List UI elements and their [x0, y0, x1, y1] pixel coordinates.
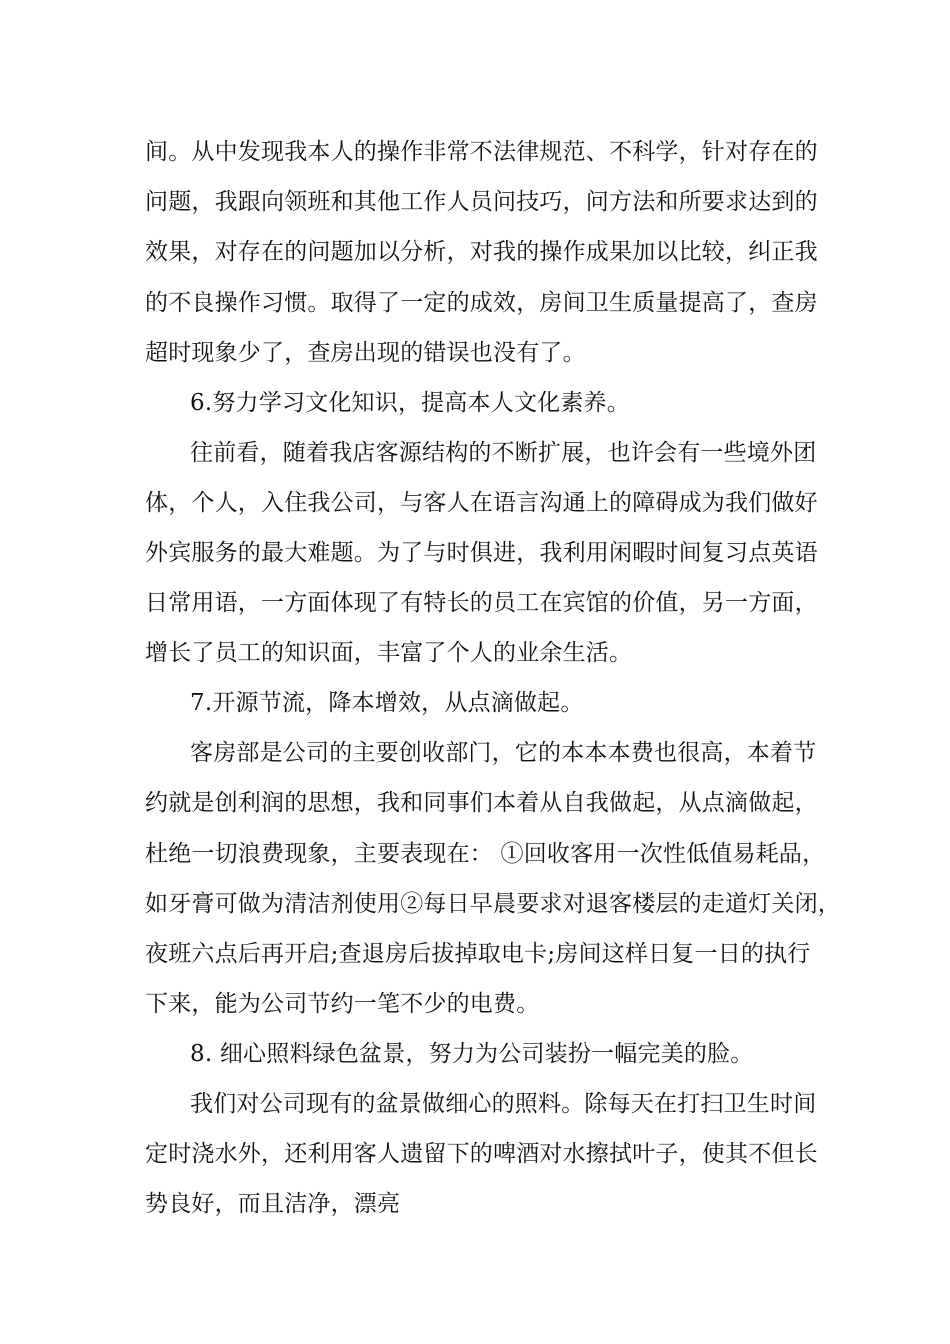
text-line: 我们对公司现有的盆景做细心的照料。除每天在打扫卫生时间 — [190, 1091, 817, 1117]
text-line: 杜绝一切浪费现象，主要表现在： ①回收客用一次性低值易耗品， — [145, 841, 826, 867]
text-line: 外宾服务的最大难题。为了与时俱进，我利用闲暇时间复习点英语 — [145, 540, 818, 566]
text-line: 往前看，随着我店客源结构的不断扩展，也许会有一些境外团 — [190, 440, 817, 466]
text-line: 增长了员工的知识面，丰富了个人的业余生活。 — [145, 640, 633, 666]
text-line: 夜班六点后再开启;查退房后拔掉取电卡;房间这样日复一日的执行 — [145, 941, 811, 967]
section-heading: 6.努力学习文化知识，提高本人文化素养。 — [190, 390, 630, 416]
text-line: 的不良操作习惯。取得了一定的成效，房间卫生质量提高了，查房 — [145, 290, 818, 316]
text-line: 效果，对存在的问题加以分析，对我的操作成果加以比较，纠正我 — [145, 239, 818, 265]
text-line: 客房部是公司的主要创收部门，它的本本本费也很高，本着节 — [190, 740, 817, 766]
text-line: 超时现象少了，查房出现的错误也没有了。 — [145, 340, 586, 366]
text-line: 如牙膏可做为清洁剂使用②每日早晨要求对退客楼层的走道灯关闭， — [145, 891, 841, 917]
text-line: 日常用语，一方面体现了有特长的员工在宾馆的价值，另一方面， — [145, 590, 818, 616]
text-line: 下来，能为公司节约一笔不少的电费。 — [145, 991, 540, 1017]
text-line: 约就是创利润的思想，我和同事们本着从自我做起，从点滴做起， — [145, 790, 818, 816]
section-heading: 7.开源节流，降本增效，从点滴做起。 — [190, 690, 584, 716]
section-heading: 8. 细心照料绿色盆景，努力为公司装扮一幅完美的脸。 — [190, 1041, 754, 1067]
text-line: 问题，我跟向领班和其他工作人员问技巧，问方法和所要求达到的 — [145, 189, 818, 215]
text-line: 定时浇水外，还利用客人遗留下的啤酒对水擦拭叶子，使其不但长 — [145, 1141, 818, 1167]
text-line: 体，个人，入住我公司，与客人在语言沟通上的障碍成为我们做好 — [145, 490, 818, 516]
text-line: 势良好，而且洁净，漂亮 — [145, 1191, 401, 1217]
text-line: 间。从中发现我本人的操作非常不法律规范、不科学，针对存在的 — [145, 139, 818, 165]
